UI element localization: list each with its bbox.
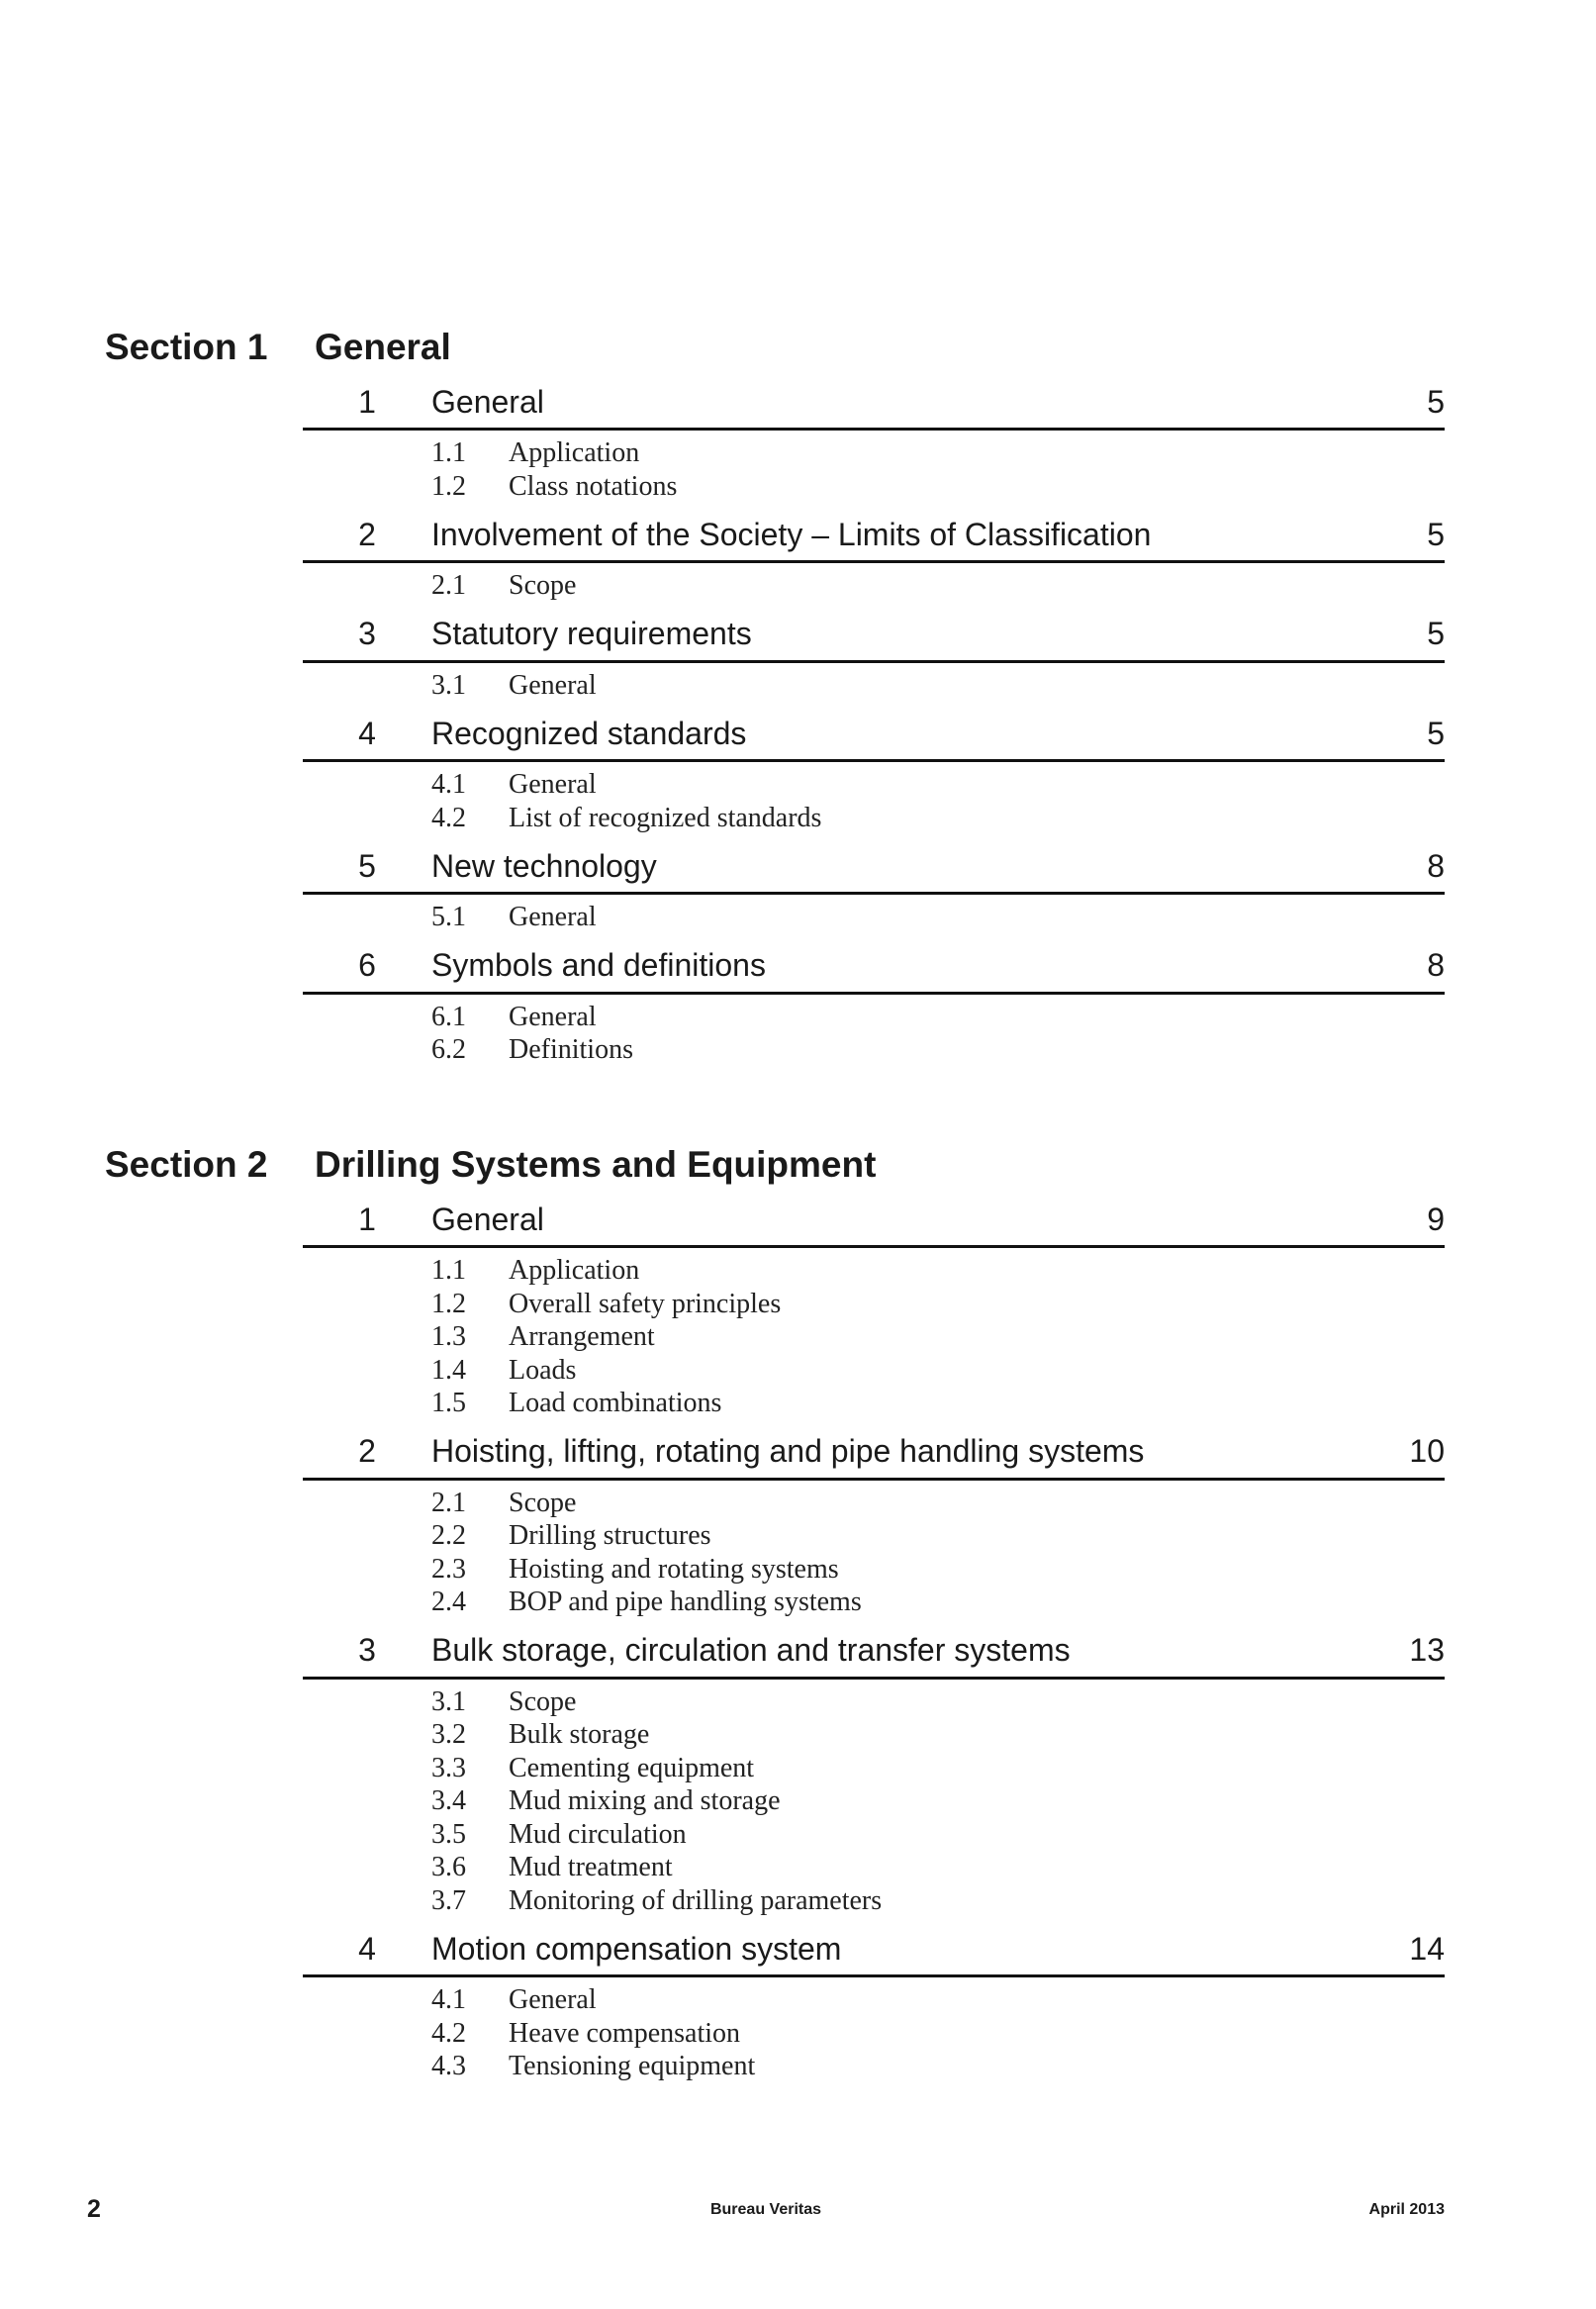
subsection-item[interactable] [431, 1254, 1445, 1288]
subsection-title: Loads [509, 1354, 577, 1386]
subsection-number: 1.1 [431, 1255, 466, 1286]
subsection-item[interactable] [431, 1519, 1445, 1553]
subsection-number: 2.4 [431, 1587, 466, 1617]
subsection-item[interactable] [431, 1586, 1445, 1619]
chapter-number: 2 [358, 516, 376, 552]
subsection-title: Mud treatment [509, 1852, 673, 1882]
subsection-number: 4.2 [431, 802, 466, 833]
subsection-title: Class notations [509, 470, 678, 502]
section-title[interactable]: General [315, 327, 451, 367]
subsection-number: 3.5 [431, 1818, 466, 1850]
chapter-title: Hoisting, lifting, rotating and pipe handling systems [431, 1433, 1145, 1469]
subsection-number: 6.1 [431, 1001, 466, 1032]
chapter-heading[interactable] [303, 609, 1445, 663]
subsection-list [431, 563, 1445, 609]
subsection-item[interactable] [431, 768, 1445, 802]
chapter-heading[interactable] [303, 1426, 1445, 1481]
chapter-number: 1 [358, 383, 376, 420]
toc-chapter [303, 1194, 1445, 1426]
toc-chapter [303, 376, 1445, 509]
subsection-list [431, 1680, 1445, 1924]
subsection-item[interactable] [431, 1288, 1445, 1321]
chapter-title: Motion compensation system [431, 1930, 842, 1967]
subsection-item[interactable] [431, 1685, 1445, 1719]
subsection-title: Drilling structures [509, 1520, 711, 1551]
subsection-number: 4.1 [431, 1984, 466, 2015]
chapter-heading[interactable] [303, 509, 1445, 563]
subsection-title: Cementing equipment [509, 1752, 755, 1783]
section-label: Section 2 [105, 1144, 268, 1185]
chapter-number: 6 [358, 947, 376, 983]
toc-chapter [303, 609, 1445, 709]
subsection-number: 3.3 [431, 1752, 466, 1783]
subsection-list [431, 762, 1445, 840]
subsection-item[interactable] [431, 669, 1445, 703]
subsection-item[interactable] [431, 1354, 1445, 1388]
subsection-title: List of recognized standards [509, 802, 822, 833]
subsection-title: General [509, 1984, 597, 2015]
subsection-item[interactable] [431, 1784, 1445, 1818]
subsection-number: 4.1 [431, 769, 466, 800]
chapter-number: 4 [358, 715, 376, 751]
toc-chapter [303, 1426, 1445, 1625]
chapter-heading[interactable] [303, 1194, 1445, 1248]
chapter-page-number: 13 [1409, 1632, 1445, 1668]
subsection-title: Load combinations [509, 1388, 722, 1418]
subsection-list [431, 663, 1445, 709]
chapter-number: 1 [358, 1201, 376, 1237]
subsection-list [431, 1248, 1445, 1426]
subsection-list [431, 431, 1445, 509]
subsection-list [431, 895, 1445, 940]
subsection-number: 3.4 [431, 1785, 466, 1816]
subsection-item[interactable] [431, 569, 1445, 603]
subsection-list [431, 1977, 1445, 2089]
chapter-page-number: 5 [1427, 715, 1445, 751]
subsection-list [431, 1481, 1445, 1625]
chapter-page-number: 14 [1409, 1930, 1445, 1967]
subsection-title: Overall safety principles [509, 1288, 782, 1319]
subsection-item[interactable] [431, 1884, 1445, 1918]
toc-section [105, 327, 1445, 1073]
subsection-item[interactable] [431, 1033, 1445, 1067]
chapter-title: General [431, 1201, 544, 1237]
chapter-heading[interactable] [303, 840, 1445, 895]
chapter-title: Symbols and definitions [431, 947, 766, 983]
subsection-title: Hoisting and rotating systems [509, 1553, 839, 1585]
chapter-page-number: 9 [1427, 1201, 1445, 1237]
chapter-page-number: 8 [1427, 847, 1445, 884]
subsection-title: General [509, 669, 597, 701]
subsection-item[interactable] [431, 2050, 1445, 2083]
subsection-number: 1.1 [431, 437, 466, 468]
section-label: Section 1 [105, 327, 268, 367]
chapter-heading[interactable] [303, 376, 1445, 431]
subsection-number: 3.7 [431, 1884, 466, 1916]
subsection-item[interactable] [431, 2017, 1445, 2051]
chapter-number: 3 [358, 616, 376, 651]
toc-section [105, 1144, 1445, 2089]
chapter-heading[interactable] [303, 940, 1445, 995]
subsection-title: Monitoring of drilling parameters [509, 1884, 883, 1916]
page-footer [87, 2195, 1445, 2225]
subsection-title: Definitions [509, 1034, 633, 1065]
toc-chapter [303, 1625, 1445, 1924]
chapter-title: Involvement of the Society – Limits of Classification [431, 516, 1152, 552]
chapter-title: Bulk storage, circulation and transfer systems [431, 1632, 1071, 1668]
chapter-number: 4 [358, 1930, 376, 1967]
subsection-title: Arrangement [509, 1321, 655, 1352]
subsection-title: Tensioning equipment [509, 2051, 756, 2081]
subsection-item[interactable] [431, 1487, 1445, 1520]
chapter-heading[interactable] [303, 708, 1445, 762]
subsection-item[interactable] [431, 1752, 1445, 1785]
toc-chapter [303, 1923, 1445, 2089]
subsection-title: Bulk storage [509, 1719, 650, 1750]
subsection-number: 2.1 [431, 1487, 466, 1518]
subsection-number: 1.2 [431, 1288, 466, 1319]
toc-chapter [303, 840, 1445, 940]
subsection-list [431, 995, 1445, 1073]
chapter-title: New technology [431, 847, 657, 884]
chapter-page-number: 8 [1427, 947, 1445, 983]
subsection-title: Heave compensation [509, 2017, 741, 2049]
chapter-heading[interactable] [303, 1625, 1445, 1680]
subsection-item[interactable] [431, 1718, 1445, 1752]
subsection-title: General [509, 769, 597, 800]
subsection-title: Mud circulation [509, 1818, 687, 1850]
chapter-number: 5 [358, 847, 376, 884]
subsection-number: 2.3 [431, 1553, 466, 1585]
subsection-number: 3.6 [431, 1852, 466, 1882]
subsection-item[interactable] [431, 901, 1445, 934]
subsection-number: 4.3 [431, 2051, 466, 2081]
chapter-heading[interactable] [303, 1923, 1445, 1977]
subsection-number: 3.1 [431, 669, 466, 701]
toc-chapter [303, 708, 1445, 840]
chapter-page-number: 10 [1409, 1433, 1445, 1469]
footer-publisher: Bureau Veritas [709, 2201, 822, 2218]
subsection-item[interactable] [431, 1387, 1445, 1420]
subsection-title: Scope [509, 570, 577, 601]
subsection-item[interactable] [431, 1553, 1445, 1587]
subsection-number: 6.2 [431, 1034, 466, 1065]
footer-date: April 2013 [1368, 2201, 1445, 2218]
subsection-number: 5.1 [431, 902, 466, 932]
chapter-number: 3 [358, 1632, 376, 1668]
subsection-number: 1.2 [431, 470, 466, 502]
subsection-number: 2.2 [431, 1520, 466, 1551]
section-title[interactable]: Drilling Systems and Equipment [315, 1144, 877, 1185]
subsection-title: BOP and pipe handling systems [509, 1587, 862, 1617]
subsection-title: Scope [509, 1487, 577, 1518]
chapter-title: Recognized standards [431, 715, 747, 751]
subsection-item[interactable] [431, 1001, 1445, 1034]
subsection-title: Application [509, 1255, 640, 1286]
subsection-title: Application [509, 437, 640, 468]
subsection-number: 3.1 [431, 1685, 466, 1717]
subsection-title: General [509, 902, 597, 932]
subsection-item[interactable] [431, 436, 1445, 470]
footer-page-number: 2 [87, 2195, 101, 2223]
subsection-number: 2.1 [431, 570, 466, 601]
subsection-title: Mud mixing and storage [509, 1785, 781, 1816]
subsection-item[interactable] [431, 1818, 1445, 1852]
chapter-page-number: 5 [1427, 616, 1445, 651]
chapter-number: 2 [358, 1433, 376, 1469]
subsection-number: 4.2 [431, 2017, 466, 2049]
subsection-item[interactable] [431, 1320, 1445, 1354]
subsection-number: 1.4 [431, 1354, 466, 1386]
subsection-item[interactable] [431, 1983, 1445, 2017]
subsection-number: 1.3 [431, 1321, 466, 1352]
chapter-page-number: 5 [1427, 516, 1445, 552]
subsection-number: 1.5 [431, 1388, 466, 1418]
toc-chapter [303, 940, 1445, 1073]
subsection-item[interactable] [431, 802, 1445, 835]
chapter-title: Statutory requirements [431, 616, 752, 651]
toc-chapter [303, 509, 1445, 609]
chapter-title: General [431, 383, 544, 420]
subsection-item[interactable] [431, 1851, 1445, 1884]
section-header [105, 327, 1445, 376]
chapter-page-number: 5 [1427, 383, 1445, 420]
subsection-item[interactable] [431, 470, 1445, 504]
subsection-title: General [509, 1001, 597, 1032]
subsection-title: Scope [509, 1685, 577, 1717]
section-header [105, 1144, 1445, 1194]
subsection-number: 3.2 [431, 1719, 466, 1750]
